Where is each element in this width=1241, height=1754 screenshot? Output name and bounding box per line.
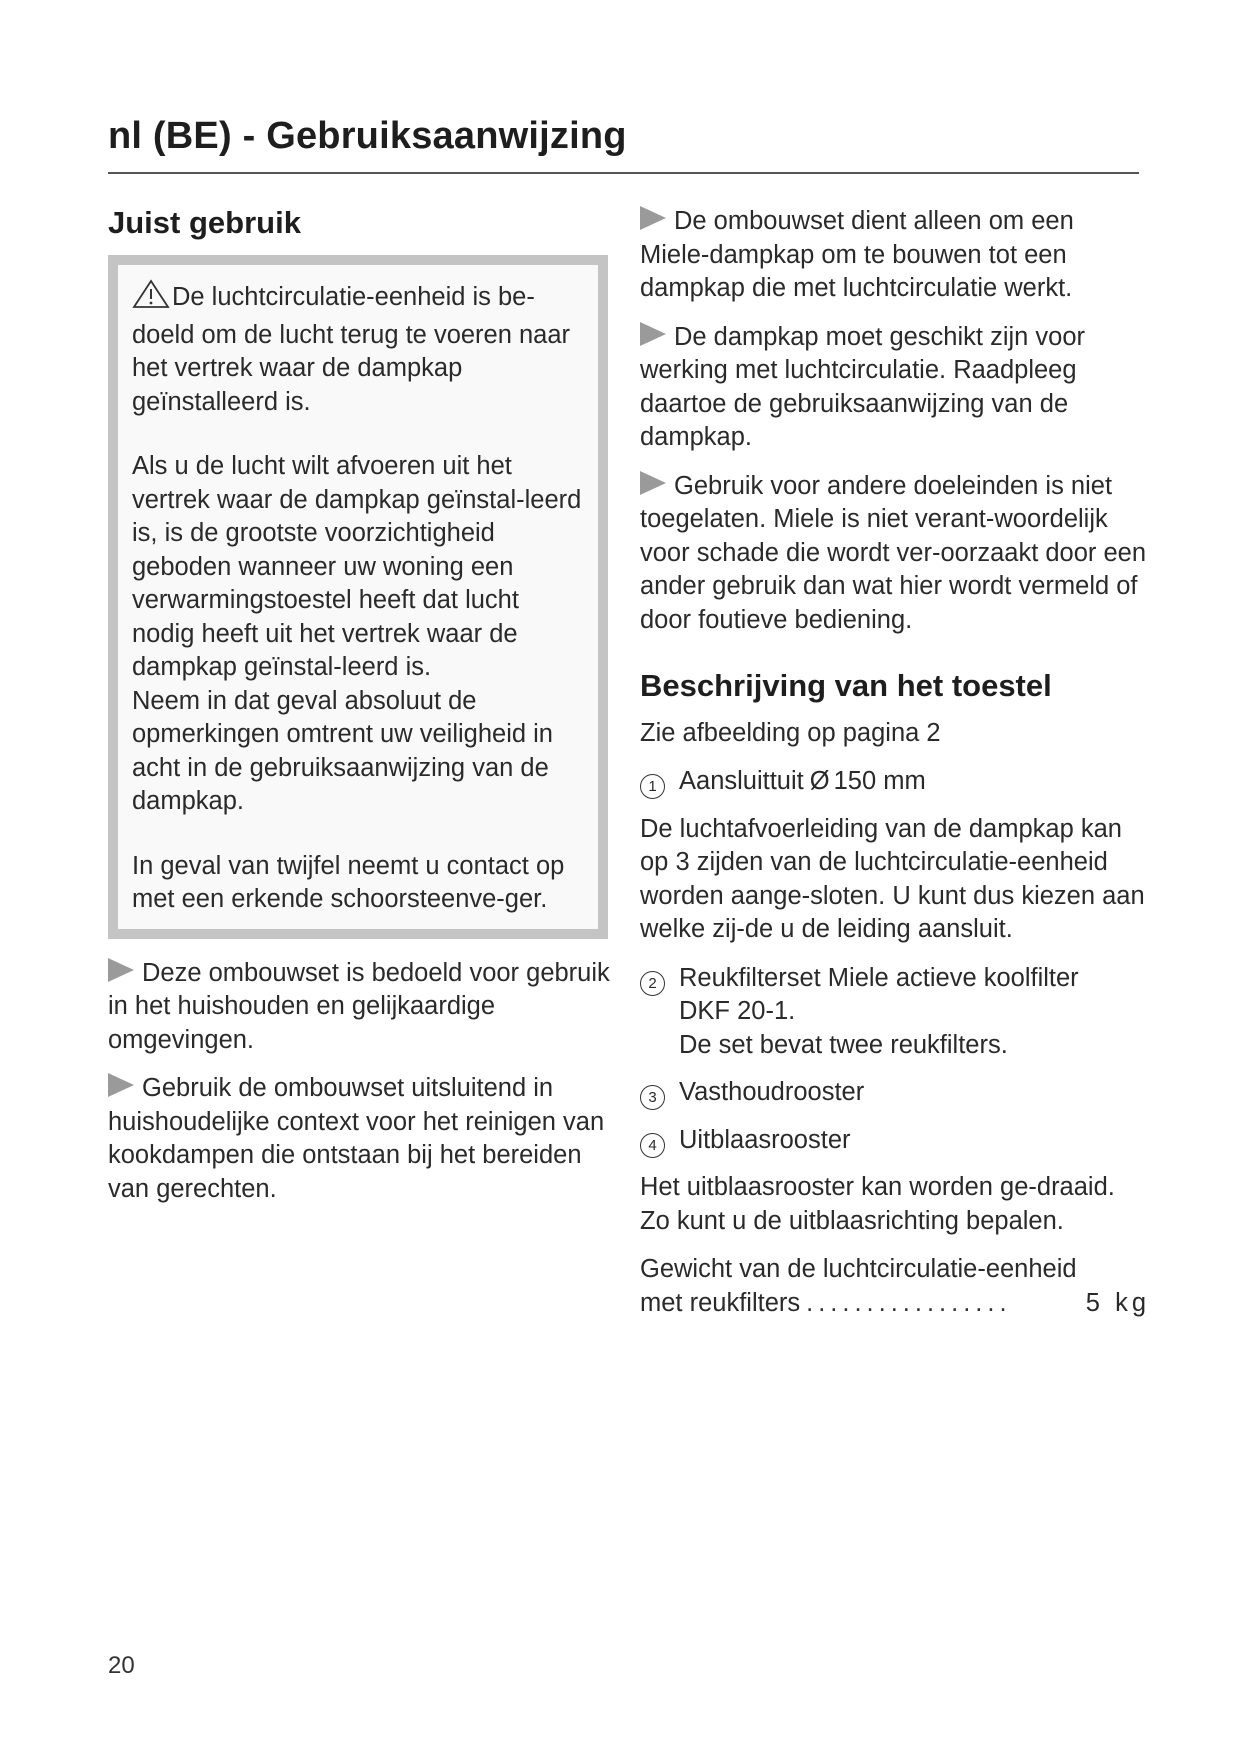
warning-paragraph: Als u de lucht wilt afvoeren uit het vertrek waar de dampkap geïnstal-leerd is, is de grootste voorzichtigheid geboden wanneer uw woning een verwarmingstoestel heeft dat lucht nodig heeft uit het vertrek waar de dampkap geïnstal-leerd is. [132, 452, 582, 681]
weight-value: 5 kg [1085, 1288, 1150, 1317]
page-number: 20 [108, 1652, 135, 1679]
bullet-paragraph: Gebruik voor andere doeleinden is niet toegelaten. Miele is niet verant-woordelijk voor schade die wordt ver-oorzaakt door een ander gebruik dan wat hier wordt vermeld of door foutieve bediening. [640, 471, 1147, 634]
section-heading-beschrijving: Beschrijving van het toestel [640, 668, 1052, 703]
arrow-bullet-icon [640, 471, 666, 495]
warning-paragraph: De luchtcirculatie-eenheid is be-doeld om de lucht terug te voeren naar het vertrek waar de dampkap geïnstalleerd is. [132, 279, 582, 419]
bullet-paragraph: De ombouwset dient alleen om een Miele-dampkap om te bouwen tot een dampkap die met luchtcirculatie werkt. [640, 207, 1074, 302]
arrow-bullet-icon [640, 206, 666, 230]
number-badge: 2 [640, 971, 665, 996]
arrow-bullet-icon [640, 322, 666, 346]
bullet-paragraph: De dampkap moet geschikt zijn voor werking met luchtcirculatie. Raadpleeg daartoe de gebruiksaanwijzing van de dampkap. [640, 322, 1086, 451]
arrow-bullet-icon [108, 1073, 134, 1097]
bullet-paragraph: Deze ombouwset is bedoeld voor gebruik in het huishouden en gelijkaardige omgevingen. [108, 958, 610, 1054]
dot-leader: ................. [806, 1288, 1012, 1317]
intro-text: Zie afbeelding op pagina 2 [640, 718, 941, 747]
warning-box [108, 255, 608, 939]
part-item-1: 1 Aansluittuit Ø 150 mm [640, 765, 1150, 799]
part-item-4: 4 Uitblaasrooster [640, 1124, 1150, 1158]
diameter-symbol: Ø [809, 767, 830, 795]
left-column [108, 205, 613, 1221]
right-column [640, 205, 1150, 1320]
warning-paragraph: Neem in dat geval absoluut de opmerkingen omtrent uw veiligheid in acht in de gebruiksaanwijzing van de dampkap. [132, 686, 553, 815]
title-divider [108, 172, 1139, 174]
description-paragraph: Het uitblaasrooster kan worden ge-draaid. Zo kunt u de uitblaasrichting bepalen. [640, 1173, 1115, 1235]
weight-label: Gewicht van de luchtcirculatie-eenheid [640, 1255, 1077, 1283]
warning-paragraph: In geval van twijfel neemt u contact op met een erkende schoorsteenve-ger. [132, 851, 565, 913]
number-badge: 1 [640, 774, 665, 799]
arrow-bullet-icon [108, 958, 134, 982]
part-item-2: 2 Reukfilterset Miele actieve koolfilter DKF 20-1. De set bevat twee reukfilters. [640, 962, 1150, 1063]
warning-triangle-icon [132, 279, 170, 319]
weight-spec [640, 1253, 1150, 1320]
page-title: nl (BE) - Gebruiksaanwijzing [108, 115, 627, 157]
section-heading-juist-gebruik: Juist gebruik [108, 205, 301, 240]
weight-label-line2: met reukfilters [640, 1288, 801, 1317]
part-item-3: 3 Vasthoudrooster [640, 1076, 1150, 1110]
description-paragraph: De luchtafvoerleiding van de dampkap kan op 3 zijden van de luchtcirculatie-eenheid worden aange-sloten. U kunt dus kiezen aan welke zij-de u de leiding aansluit. [640, 814, 1145, 943]
bullet-paragraph: Gebruik de ombouwset uitsluitend in huishoudelijke context voor het reinigen van kookdampen die ontstaan bij het bereiden van gerechten. [108, 1074, 605, 1203]
number-badge: 4 [640, 1133, 665, 1158]
number-badge: 3 [640, 1085, 665, 1110]
